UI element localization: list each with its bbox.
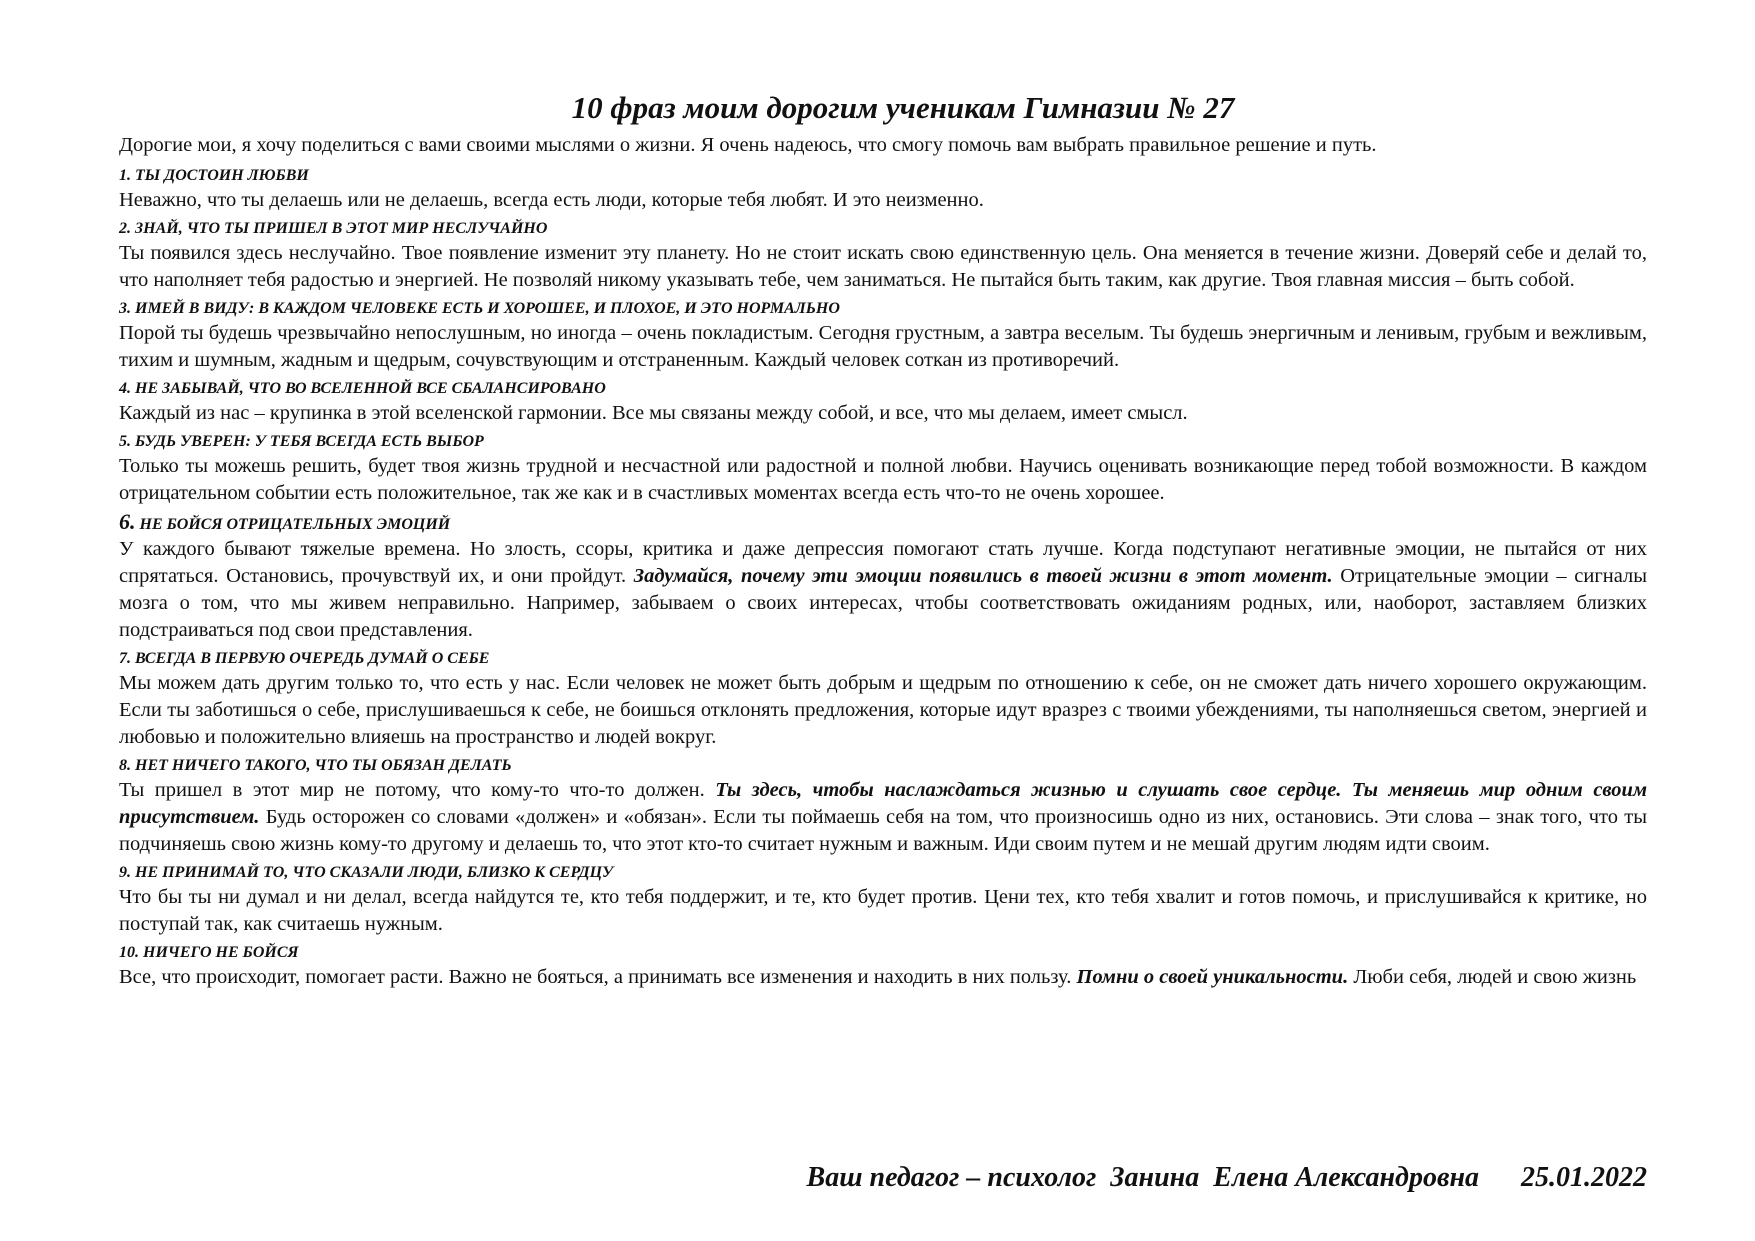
section-text: Неважно, что ты делаешь или не делаешь, всегда есть люди, которые тебя любят. И это неизменно.: [119, 189, 984, 211]
emphasis-text: Задумайся, почему эти эмоции появились в твоей жизни в этот момент.: [633, 565, 1333, 587]
section-1: [119, 165, 1647, 214]
section-3: [119, 298, 1647, 374]
section-8: [119, 755, 1647, 858]
section-text: Ты появился здесь неслучайно. Твое появление изменит эту планету. Но не стоит искать свою единственную цель. Она меняется в течение жизни. Доверяй себе и делай то, что наполняет тебя радостью и энергией. Не позволяй никому указывать тебе, чем заниматься. Не пытайся быть таким, как другие. Твоя главная миссия – быть собой.: [119, 242, 1647, 291]
section-heading: 1. ТЫ ДОСТОИН ЛЮБВИ: [119, 167, 309, 184]
section-text: Что бы ты ни думал и ни делал, всегда найдутся те, кто тебя поддержит, и те, кто будет против. Цени тех, кто тебя хвалит и готов помочь, и прислушивайся к критике, но поступай так, как считаешь нужным.: [119, 886, 1647, 935]
section-heading: 5. БУДЬ УВЕРЕН: У ТЕБЯ ВСЕГДА ЕСТЬ ВЫБОР: [119, 433, 484, 450]
signature-line: Ваш педагог – психолог Занина Елена Александровна 25.01.2022: [806, 1162, 1647, 1193]
text-part: Отрицательные эмоции – сигналы мозга о том, что мы живем неправильно. Например, забываем о своих интересах, чтобы соответствовать ожиданиям родных, или, наоборот, заставляем близких подстраиваться под свои представления.: [119, 565, 1647, 641]
emphasis-text: Ты здесь, чтобы наслаждаться жизнью и слушать свое сердце. Ты меняешь мир одним своим присутствием.: [119, 779, 1647, 828]
section-text: [119, 964, 1647, 991]
section-10: [119, 942, 1647, 991]
section-text: [119, 536, 1647, 644]
section-6: [119, 511, 1647, 644]
text-part: Будь осторожен со словами «должен» и «обязан». Если ты поймаешь себя на том, что произносишь одно из них, остановись. Эти слова – знак того, что ты подчиняешь свою жизнь кому-то другому и делаешь то, что этот кто-то считает нужным и важным. Иди своим путем и не мешай другим людям идти своим.: [119, 806, 1647, 855]
section-text: Каждый из нас – крупинка в этой вселенской гармонии. Все мы связаны между собой, и все, что мы делаем, имеет смысл.: [119, 402, 1188, 424]
section-heading: 3. ИМЕЙ В ВИДУ: В КАЖДОМ ЧЕЛОВЕКЕ ЕСТЬ И ХОРОШЕЕ, И ПЛОХОЕ, И ЭТО НОРМАЛЬНО: [119, 300, 840, 317]
section-heading: [119, 511, 1647, 536]
section-heading: 7. ВСЕГДА В ПЕРВУЮ ОЧЕРЕДЬ ДУМАЙ О СЕБЕ: [119, 650, 490, 667]
section-text: Только ты можешь решить, будет твоя жизнь трудной и несчастной или радостной и полной любви. Научись оценивать возникающие перед тобой возможности. В каждом отрицательном событии есть положительное, так же как и в счастливых моментах всегда есть что-то не очень хорошее.: [119, 455, 1647, 504]
section-heading: 9. НЕ ПРИНИМАЙ ТО, ЧТО СКАЗАЛИ ЛЮДИ, БЛИЗКО К СЕРДЦУ: [119, 864, 614, 881]
document-page: [119, 88, 1647, 995]
section-text: Мы можем дать другим только то, что есть у нас. Если человек не может быть добрым и щедрым по отношению к себе, он не сможет дать ничего хорошего окружающим. Если ты заботишься о себе, прислушиваешься к себе, не боишься отклонять предложения, которые идут вразрез с твоими убеждениями, ты наполняешься светом, энергией и любовью и положительно влияешь на пространство и людей вокруг.: [119, 672, 1647, 748]
emphasis-text: Помни о своей уникальности.: [1076, 966, 1349, 988]
section-text: [119, 777, 1647, 858]
section-heading: 4. НЕ ЗАБЫВАЙ, ЧТО ВО ВСЕЛЕННОЙ ВСЕ СБАЛАНСИРОВАНО: [119, 380, 606, 397]
section-9: [119, 862, 1647, 938]
intro-paragraph: Дорогие мои, я хочу поделиться с вами своими мыслями о жизни. Я очень надеюсь, что смогу помочь вам выбрать правильное решение и путь.: [119, 134, 1377, 156]
section-5: [119, 431, 1647, 507]
section-4: [119, 378, 1647, 427]
text-part: Все, что происходит, помогает расти. Важно не бояться, а принимать все изменения и находить в них пользу.: [119, 966, 1077, 988]
section-heading: 2. ЗНАЙ, ЧТО ТЫ ПРИШЕЛ В ЭТОТ МИР НЕСЛУЧАЙНО: [119, 220, 548, 237]
section-text: Порой ты будешь чрезвычайно непослушным, но иногда – очень покладистым. Сегодня грустным, а завтра веселым. Ты будешь энергичным и ленивым, грубым и вежливым, тихим и шумным, жадным и щедрым, сочувствующим и отстраненным. Каждый человек соткан из противоречий.: [119, 322, 1647, 371]
section-heading: 10. НИЧЕГО НЕ БОЙСЯ: [119, 944, 299, 961]
section-2: [119, 218, 1647, 294]
section-heading-text: НЕ БОЙСЯ ОТРИЦАТЕЛЬНЫХ ЭМОЦИЙ: [135, 516, 451, 533]
section-heading: 8. НЕТ НИЧЕГО ТАКОГО, ЧТО ТЫ ОБЯЗАН ДЕЛАТЬ: [119, 757, 512, 774]
section-number: 6.: [119, 509, 136, 534]
section-7: [119, 648, 1647, 751]
page-title: 10 фраз моим дорогим ученикам Гимназии № 27: [571, 90, 1235, 125]
text-part: Ты пришел в этот мир не потому, что кому-то что-то должен.: [119, 779, 716, 801]
text-part: Люби себя, людей и свою жизнь: [1348, 966, 1637, 988]
text-part: У каждого бывают тяжелые времена. Но злость, ссоры, критика и даже депрессия помогают стать лучше. Когда подступают негативные эмоции, не пытайся от них спрятаться. Остановись, прочувствуй их, и они пройдут.: [119, 538, 1647, 587]
